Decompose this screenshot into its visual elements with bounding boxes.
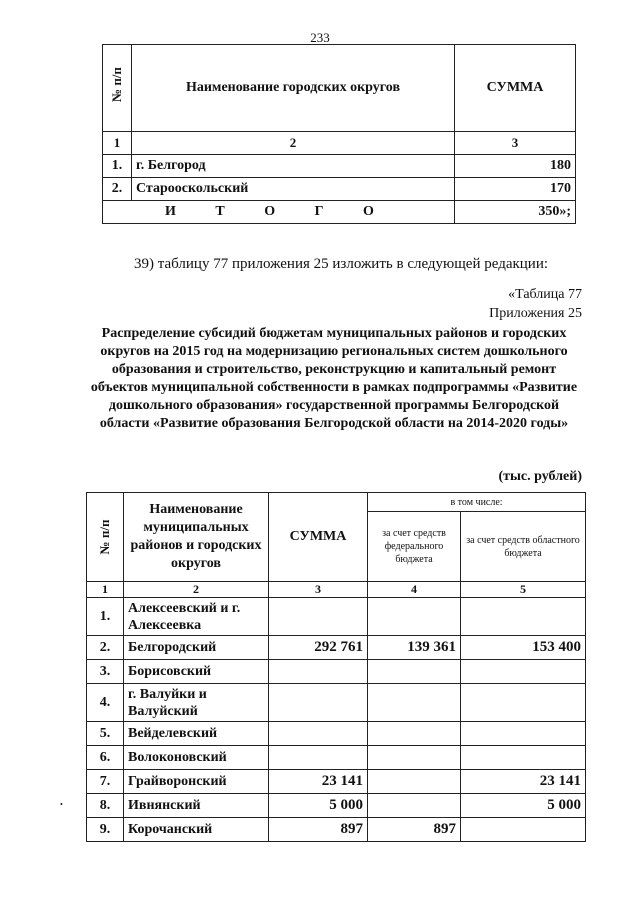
row-index: 4. (87, 684, 124, 722)
col-number: 4 (368, 582, 461, 598)
row-name: Алексеевский и г. Алексеевка (124, 598, 269, 636)
row-index: 2. (103, 178, 132, 201)
header-num: № п/п (87, 493, 124, 582)
row-index: 3. (87, 660, 124, 684)
header-including: в том числе: (368, 493, 586, 512)
row-index: 5. (87, 722, 124, 746)
row-sum (269, 722, 368, 746)
row-federal: 897 (368, 818, 461, 842)
table-row (87, 722, 586, 746)
row-regional: 23 141 (461, 770, 586, 794)
row-index: 1. (103, 155, 132, 178)
table-row (87, 818, 586, 842)
row-index: 9. (87, 818, 124, 842)
col-number: 3 (455, 132, 576, 155)
header-sum: СУММА (455, 45, 576, 132)
row-name: г. Белгород (132, 155, 455, 178)
districts-sum-table (102, 44, 576, 224)
row-sum: 292 761 (269, 636, 368, 660)
table-row (87, 636, 586, 660)
row-sum (269, 684, 368, 722)
header-name: Наименование городских округов (132, 45, 455, 132)
col-number: 2 (132, 132, 455, 155)
total-label: И Т О Г О (103, 201, 455, 224)
row-index: 8. (87, 794, 124, 818)
header-num: № п/п (103, 45, 132, 132)
table-title: Распределение субсидий бюджетам муниципальных районов и городских округов на 2015 год на модернизацию региональных систем дошкольного образования и строительство, реконструкцию и капитальный ремонт объектов муниципальной собственности в рамках подпрограммы «Развитие дошкольного образования» государственной программы Белгородской области «Развитие образования Белгородской области на 2014-2020 годы» (90, 326, 578, 431)
row-index: 1. (87, 598, 124, 636)
total-row (103, 201, 576, 224)
row-regional: 5 000 (461, 794, 586, 818)
table-row (87, 770, 586, 794)
col-number: 5 (461, 582, 586, 598)
amendment-paragraph: 39) таблицу 77 приложения 25 изложить в следующей редакции: (134, 256, 549, 272)
row-sum (269, 598, 368, 636)
row-name: Белгородский (124, 636, 269, 660)
row-regional (461, 746, 586, 770)
row-regional (461, 684, 586, 722)
margin-dot: • (60, 800, 63, 809)
header-regional: за счет средств областного бюджета (461, 512, 586, 582)
row-name: Корочанский (124, 818, 269, 842)
row-sum (269, 660, 368, 684)
row-index: 2. (87, 636, 124, 660)
col-number: 1 (87, 582, 124, 598)
row-regional (461, 722, 586, 746)
row-name: Грайворонский (124, 770, 269, 794)
row-name: Вейделевский (124, 722, 269, 746)
row-federal (368, 598, 461, 636)
row-federal (368, 660, 461, 684)
header-sum: СУММА (269, 493, 368, 582)
row-regional (461, 660, 586, 684)
table-row (87, 598, 586, 636)
table-row (87, 660, 586, 684)
row-name: Волоконовский (124, 746, 269, 770)
table-row (87, 746, 586, 770)
row-regional (461, 818, 586, 842)
total-sum: 350»; (455, 201, 576, 224)
row-sum: 180 (455, 155, 576, 178)
page-number: 233 (310, 30, 330, 45)
row-sum: 170 (455, 178, 576, 201)
header-federal: за счет средств федерального бюджета (368, 512, 461, 582)
table-row (87, 684, 586, 722)
table-row (103, 178, 576, 201)
header-name: Наименование муниципальных районов и городских округов (124, 493, 269, 582)
table-ref-line2: Приложения 25 (489, 306, 582, 321)
row-sum: 23 141 (269, 770, 368, 794)
row-federal (368, 722, 461, 746)
row-sum: 5 000 (269, 794, 368, 818)
col-number: 2 (124, 582, 269, 598)
row-regional (461, 598, 586, 636)
row-federal (368, 770, 461, 794)
row-name: Ивнянский (124, 794, 269, 818)
col-number: 1 (103, 132, 132, 155)
row-name: Старооскольский (132, 178, 455, 201)
col-number: 3 (269, 582, 368, 598)
row-index: 7. (87, 770, 124, 794)
row-index: 6. (87, 746, 124, 770)
row-federal (368, 684, 461, 722)
row-federal (368, 794, 461, 818)
row-regional: 153 400 (461, 636, 586, 660)
row-federal: 139 361 (368, 636, 461, 660)
row-name: Борисовский (124, 660, 269, 684)
table-row (87, 794, 586, 818)
row-sum: 897 (269, 818, 368, 842)
table-row (103, 155, 576, 178)
row-name: г. Валуйки и Валуйский (124, 684, 269, 722)
units-label: (тыс. рублей) (498, 469, 582, 484)
row-federal (368, 746, 461, 770)
table-ref-line1: «Таблица 77 (508, 287, 582, 302)
table-reference (489, 285, 582, 323)
row-sum (269, 746, 368, 770)
subsidies-table (86, 492, 586, 842)
